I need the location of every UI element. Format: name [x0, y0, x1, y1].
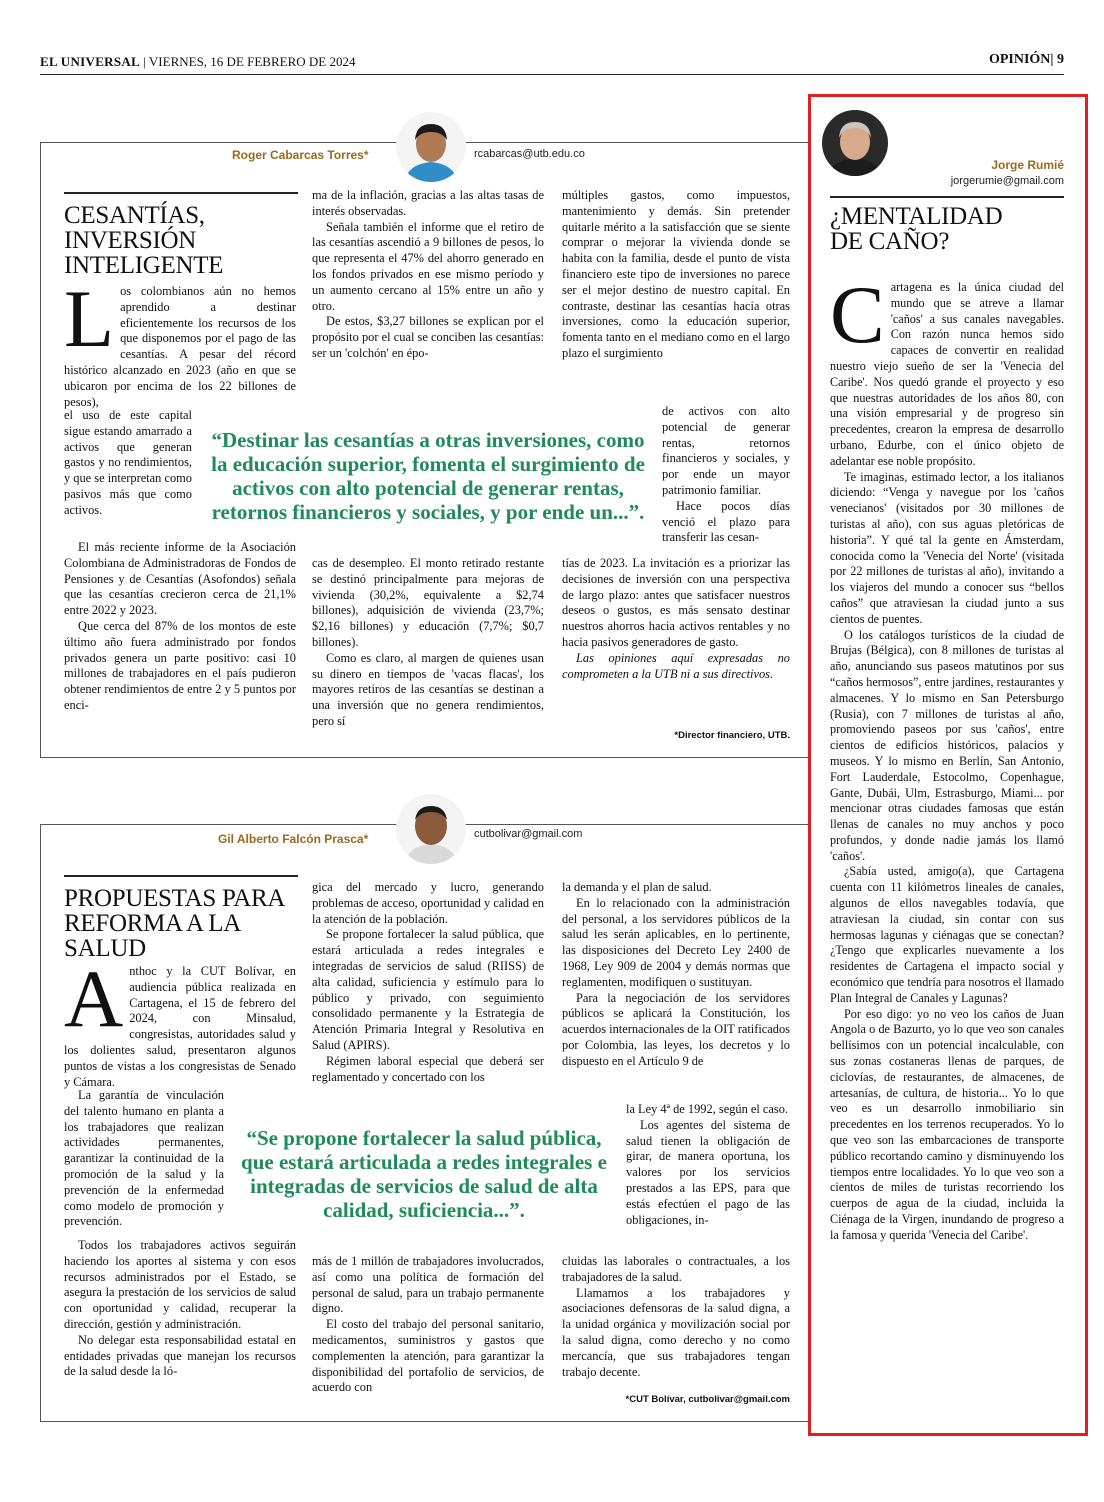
article-paragraph: Los agentes del sistema de salud tienen la obligación de girar, de manera oportuna, los valores por los servicios prestados a las EPS, para que estás efectúen el pago de las obligaciones, in-: [626, 1117, 790, 1227]
author-name: Roger Cabarcas Torres*: [232, 148, 369, 162]
article-paragraph: Se propone fortalecer la salud pública, que estará articulada a redes integrales e integradas de servicios de salud (RIISS) de alta calidad, suficiencia y estímulo para lo público y privado, con seguimiento consolidado permanente y la Estrategia de Atención Primaria Integral y Resolutiva en Salud (APIRS).: [312, 927, 544, 1052]
headline-rule: [64, 192, 298, 194]
masthead-left: [40, 54, 355, 70]
headline: [64, 886, 304, 961]
article-paragraph: [64, 273, 296, 410]
article-paragraph: cas de desempleo. El monto retirado restante se destinó principalmente para mejoras de vivienda (30,2%, equivalente a $2,74 billones), adquisición de vivienda (23,7%; $2,16 billones) y educación (7,7%; $0,7 billones).: [312, 556, 544, 649]
pull-quote: “Destinar las cesantías a otras inversiones, como la educación superior, fomenta el surgimiento de activos con alto potencial de generar rentas, retornos financieros y sociales, y por ende un...”.: [211, 428, 645, 524]
author-email[interactable]: rcabarcas@utb.edu.co: [474, 148, 585, 160]
article-paragraph: Para la negociación de los servidores públicos se aplicará la Constitución, los acuerdos internacionales de la OIT ratificados por Colombia, las leyes, los decretos y lo dispuesto en el Artículo 9 de: [562, 990, 790, 1068]
article-paragraph: Hace pocos días venció el plazo para transferir las cesan-: [662, 498, 790, 545]
article-column-2: [312, 188, 544, 362]
article-paragraph: [64, 953, 296, 1090]
dropcap: C: [830, 269, 885, 360]
author-photo-cabarcas: [396, 112, 466, 182]
article-paragraph: gica del mercado y lucro, generando problemas de acceso, oportunidad y calidad en la atención de la población.: [312, 880, 544, 926]
portrait-icon: [822, 110, 888, 176]
article-column-1-narrow: [64, 408, 192, 519]
dropcap: L: [64, 273, 115, 364]
article-column-1: [64, 273, 296, 410]
article-column-1-narrow: [64, 1088, 224, 1230]
author-email[interactable]: cutbolivar@gmail.com: [474, 828, 583, 840]
paragraph-text: nthoc y la CUT Bolívar, en audiencia pública realizada en Cartagena, el 15 de febrero del 2024, con Minsalud, congresistas, autoridades salud y los dolientes salud, presentaron algunos puntos de vistas a los congresistas de Senado y Cámara.: [64, 964, 296, 1089]
article-column-2: [312, 880, 544, 1085]
article-paragraph: de activos con alto potencial de generar rentas, retornos financieros y sociales, y por ende un mayor patrimonio familiar.: [662, 404, 790, 497]
headline-rule: [64, 875, 298, 877]
author-photo-rumie: [822, 110, 888, 176]
author-name: Gil Alberto Falcón Prasca*: [218, 832, 369, 846]
article-column-2-lower: [312, 556, 544, 730]
article-column-3-narrow: [626, 1102, 790, 1228]
article-paragraph: múltiples gastos, como impuestos, mantenimiento y demás. Sin pretender quitarle mérito a la satisfacción que se siente comprar o mejorar la vivienda donde se habita con la familia, desde el punto de vista financiero este tipo de inversiones no parece ser el mejor destino de nuestro capital. En contraste, destinar las cesantías hacia otras inversiones, como la educación superior, fomenta tanto en el mediano como en el largo plazo el surgimiento: [562, 188, 790, 360]
page-number: 9: [1057, 52, 1064, 67]
article-paragraph: [830, 269, 1064, 470]
headline-line-2: INTELIGENTE: [64, 252, 224, 279]
section-separator: |: [1050, 52, 1057, 67]
article-paragraph: Que cerca del 87% de los montos de este último año fuera administrado por fondos privados genera un parte positivo: casi 10 millones de trabajadores en el país pudieron obtener rendimientos de entre 2 y 5 puntos por enci-: [64, 618, 296, 712]
portrait-icon: [396, 112, 466, 182]
article-paragraph: Por eso digo: yo no veo los caños de Juan Angola o de Bazurto, yo lo que veo son canales bellísimos con un potencial incalculable, con sus zonas costaneras llenas de parques, de ciclovías, de restaurantes, de almacenes, de artesanías, de cultura, de historia... Yo lo que veo es un desarrollo inmobiliario sin precedentes en los terrenos recuperados. Yo lo que veo son las embarcaciones de transporte público recortando camino y disminuyendo los tiempos entre localidades. Yo lo que veo son a cientos de miles de turistas recorriendo los cuerpos de agua de la ciudad, incluida la Ciénaga de la Virgen, inundando de progreso a la famosa y querida 'Venecia del Caribe'.: [830, 1006, 1064, 1242]
article-paragraph: el uso de este capital sigue estando amarrado a activos que generan gastos y no rendimientos, y que se interpretan como pasivos más que como activos.: [64, 408, 192, 517]
article-column-1: [64, 953, 296, 1090]
article-column-3: [562, 880, 790, 1070]
article-paragraph: El más reciente informe de la Asociación Colombiana de Administradoras de Fondos de Pensiones y de Cesantías (Asofondos) señala que las cesantías crecieron cerca de 21,1% entre 2022 y 2023.: [64, 540, 296, 618]
dropcap: A: [64, 953, 124, 1044]
paragraph-text: os colombianos aún no hemos aprendido a destinar eficientemente los recursos de los que disponemos por el pago de las cesantías. A pesar del récord histórico alcanzado en 2023 (año en que se ubicaron por encima de los 22 billones de pesos),: [64, 284, 296, 409]
article-paragraph: Señala también el informe que el retiro de las cesantías ascendió a 9 billones de pesos, lo que representa el 47% del ahorro generado en los fondos privados en ese mismo período y un aumento cercano al 15% entre un año y otro.: [312, 219, 544, 313]
article-paragraph: más de 1 millón de trabajadores involucrados, así como una política de formación del personal de salud, para un trabajo permanente digno.: [312, 1254, 544, 1316]
newspaper-brand: EL UNIVERSAL: [40, 54, 141, 69]
author-footnote: *CUT Bolívar, cutbolivar@gmail.com: [625, 1394, 790, 1405]
article-column-3-narrow: [662, 404, 790, 546]
article-paragraph: En lo relacionado con la administración del personal, a los servidores públicos de la salud les serán aplicables, en lo pertinente, las disposiciones del Decreto Ley 2400 de 1968, Ley 909 de 2004 y demás normas que reglamenten, modifiquen o sustituyan.: [562, 895, 790, 989]
masthead: [40, 52, 1064, 75]
headline-line-2: REFORMA A LA SALUD: [64, 910, 240, 962]
article-paragraph: La garantía de vinculación del talento humano en planta a los trabajadores que realizan actividades permanentes, garantizar la continuidad de la promoción de la salud y la prevención de la enfermedad como modelo de promoción y prevención.: [64, 1088, 224, 1229]
article-paragraph: Todos los trabajadores activos seguirán haciendo los aportes al sistema y con esos recursos administrados por el Estado, se asegura la prestación de los servicios de salud con oportunidad y calidad, recuperar la dirección, gestión y administración.: [64, 1238, 296, 1331]
headline: [830, 204, 1070, 254]
article-paragraph: Régimen laboral especial que deberá ser reglamentado y concertado con los: [312, 1053, 544, 1084]
article-paragraph: tías de 2023. La invitación es a priorizar las decisiones de inversión con una perspectiva de largo plazo: antes que satisfacer nuestros deseos o gustos, es más sensato destinar nuestros ahorros hacia activos rentables y no hacia pasivos generadores de gasto.: [562, 556, 790, 649]
article-paragraph: Llamamos a los trabajadores y asociaciones defensoras de la salud digna, a la unidad orgánica y movilización social por la salud digna, como derecho y no como mercancía, que sus trabajadores tengan trabajo decente.: [562, 1285, 790, 1379]
sidebar-column: [830, 269, 1064, 1244]
author-footnote: *Director financiero, UTB.: [674, 730, 790, 741]
article-column-3: [562, 188, 790, 362]
author-photo-falcon: [396, 794, 466, 864]
article-paragraph: No delegar esta responsabilidad estatal en entidades privadas que manejan los recursos de la salud desde la ló-: [64, 1332, 296, 1379]
portrait-icon: [396, 794, 466, 864]
article-paragraph: la demanda y el plan de salud.: [562, 880, 712, 894]
article-paragraph: ¿Sabía usted, amigo(a), que Cartagena cuenta con 11 kilómetros lineales de canales, algunos de ellos navegables todavía, que atraviesan la ciudad, sin contar con sus hermosas lagunas y ciénagas que se conectan? ¿Tengo que explicarles nuevamente a los residentes de Cartagena el impacto social y económico que tendría para nosotros el llamado Plan Integral de Canales y Lagunas?: [830, 864, 1064, 1005]
article-paragraph: ma de la inflación, gracias a las altas tasas de interés observadas.: [312, 188, 544, 218]
article-column-2-lower: [312, 1254, 544, 1396]
article-paragraph: Como es claro, al margen de quienes usan su dinero en tiempos de 'vacas flacas', los mayores retiros de las cesantías se destinan a una inversión que no genera rendimientos, pero sí: [312, 650, 544, 728]
headline-line-1: CESANTÍAS, INVERSIÓN: [64, 202, 205, 254]
article-paragraph: O los catálogos turísticos de la ciudad de Brujas (Bélgica), con 8 millones de turistas al año, anunciando sus paseos matutinos por sus “caños hermosos”, entre jardines, restaurantes y almacenes. Y lo mismo en San Petersburgo (Rusia), con 7 millones de turistas al año, promoviendo paseos por sus 'caños', entre cientos de edificios históricos, palacios y museos. Y lo mismo en Berlín, San Antonio, Fort Lauderdale, Estocolmo, Copenhague, Gante, Dubái, Ulm, Estrasburgo, Miami... por mencionar otras ciudades famosas que están llenas de canales no muy anchos y poco profundos, y donde nadie jamás los llamó 'caños'.: [830, 627, 1064, 863]
author-name: Jorge Rumié: [991, 158, 1064, 172]
disclaimer: Las opiniones aquí expresadas no comprometen a la UTB ni a sus directivos.: [562, 650, 790, 681]
article-paragraph: Te imaginas, estimado lector, a los italianos diciendo: “Venga y navegue por los 'caños venecianos' (visitados por 30 millones de turistas al año), con sus aguas pletóricas de historia”. Y qué tal la gente en Ámsterdam, conocida como la 'Venecia del Norte' (visitada por 22 millones de turistas al año), invitando a los viajeros del mundo a conocer sus “bellos caños” que atraviesan la ciudad junto a sus cientos de puentes.: [830, 469, 1064, 626]
author-email[interactable]: jorgerumie@gmail.com: [950, 175, 1064, 187]
headline: [64, 203, 304, 278]
headline-line-2: DE CAÑO?: [830, 228, 950, 255]
paragraph-text: artagena es la única ciudad del mundo que se atreve a llamar 'caños' a sus canales navegables. Con razón nunca hemos sido capaces de convertir en realidad nuestro viejo sueño de ser la 'Venecia del Caribe'. Nos quedó grande el proyecto y eso que nuestras autoridades de los años 80, con una visión empresarial y de progreso sin precedentes, crearon la empresa de desarrollo urbano, Edurbe, con el único objeto de adelantar ese noble propósito.: [830, 280, 1064, 468]
masthead-right: [989, 52, 1064, 68]
masthead-separator: |: [143, 54, 149, 69]
publication-date: VIERNES, 16 DE FEBRERO DE 2024: [148, 54, 356, 69]
article-column-1-lower: [64, 540, 296, 714]
article-paragraph: cluidas las laborales o contractuales, a los trabajadores de la salud.: [562, 1254, 790, 1284]
article-column-3-lower: [562, 556, 790, 682]
article-paragraph: El costo del trabajo del personal sanitario, medicamentos, suministros y gastos que complementen la atención, para garantizar la disponibilidad del portafolio de servicios, de acuerdo con: [312, 1317, 544, 1395]
headline-line-1: PROPUESTAS PARA: [64, 885, 286, 912]
headline-rule: [830, 196, 1064, 198]
headline-line-1: ¿MENTALIDAD: [830, 203, 1003, 230]
article-paragraph: la Ley 4ª de 1992, según el caso.: [626, 1102, 789, 1116]
article-column-1-lower: [64, 1238, 296, 1380]
section-name: OPINIÓN: [988, 52, 1051, 67]
pull-quote: “Se propone fortalecer la salud pública, que estará articulada a redes integrales e integradas de servicios de salud de alta calidad, suficiencia...”.: [241, 1126, 607, 1222]
article-paragraph: De estos, $3,27 billones se explican por el propósito por el cual se conciben las cesantías: ser un 'colchón' en épo-: [312, 314, 544, 360]
article-column-3-lower: [562, 1254, 790, 1380]
